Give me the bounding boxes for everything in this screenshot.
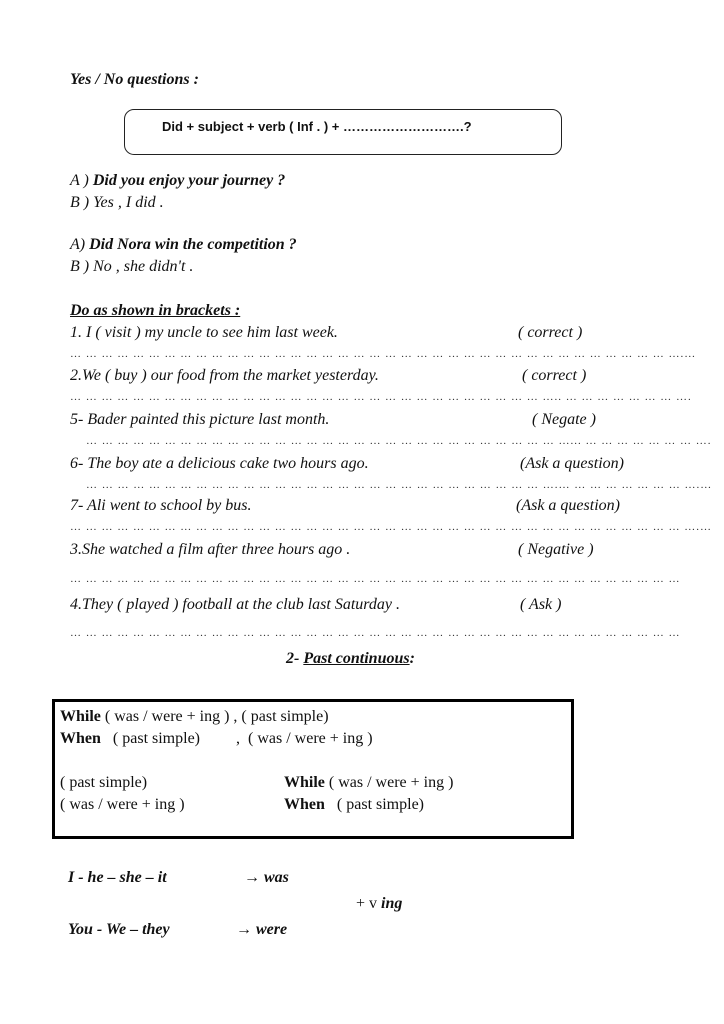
plural-pronouns: You - We – they [68, 921, 170, 938]
exercise-item-6-answer-line: … … … … … … … … … … … … … … … … … … … … … … … … … … … … … … … … … … … … … … … [70, 573, 681, 585]
exercise-item-7-answer-line: … … … … … … … … … … … … … … … … … … … … … … … … … … … … … … … … … … … … … … … [70, 627, 681, 639]
rule-2-text: ( past simple) , ( was / were + ing ) [100, 730, 373, 747]
exercise-item-5-instruction: (Ask a question) [516, 497, 620, 514]
rule-4-keyword: When [284, 796, 325, 813]
plus-v: + v [356, 895, 378, 912]
past-continuous-heading [286, 650, 415, 668]
exercise-item-6-sentence: 3.She watched a film after three hours ago . [70, 541, 351, 558]
exercise-item-2-instruction: ( correct ) [522, 367, 587, 384]
past-continuous-colon: : [409, 650, 415, 667]
rule-4-text: ( past simple) [324, 796, 424, 813]
exercise-item-5-answer-line: … … … … … … … … … … … … … … … … … … … … … … … … … … … … … … … … … … … … … … … ….… [70, 521, 712, 533]
arrow-were: → were [236, 921, 288, 938]
rule-2-keyword: When [60, 730, 101, 747]
plus-verb-ing [356, 895, 402, 913]
rule-3-keyword: While [284, 774, 325, 791]
example-2-question [70, 236, 297, 254]
example-1-answer: B ) Yes , I did . [70, 194, 164, 211]
exercise-item-4-sentence: 6- The boy ate a delicious cake two hours ago. [70, 455, 369, 472]
example-1-prefix: A ) [70, 172, 93, 189]
exercise-item-4-instruction: (Ask a question) [520, 455, 624, 472]
example-1-question [70, 172, 285, 190]
example-2-question-text: Did Nora win the competition ? [89, 236, 297, 253]
exercise-item-3-answer-line: … … … … … … … … … … … … … … … … … … … … … … … … … … … … … … …... … … … … … … … …. [86, 435, 712, 447]
exercise-item-4-answer-line: … … … … … … … … … … … … … … … … … … … … … … … … … … … … … ….… … … … … … … … ….… [86, 479, 713, 491]
rule-1 [60, 708, 329, 726]
arrow-was: → was [244, 869, 289, 886]
rule-1-keyword: While [60, 708, 101, 725]
rule-1-text: ( was / were + ing ) , ( past simple) [100, 708, 329, 725]
exercise-item-6-instruction: ( Negative ) [518, 541, 594, 558]
exercise-item-1-answer-line: … … … … … … … … … … … … … … … … … … … … … … … … … … … … … … … … … … … … … … ….… [70, 348, 697, 360]
exercise-item-1-instruction: ( correct ) [518, 324, 583, 341]
formula-text: Did + subject + verb ( Inf . ) + ……………………….? [162, 119, 472, 134]
exercise-item-3-sentence: 5- Bader painted this picture last month. [70, 411, 330, 428]
exercise-item-1-sentence: 1. I ( visit ) my uncle to see him last week. [70, 324, 338, 341]
example-1-question-text: Did you enjoy your journey ? [92, 172, 286, 189]
exercise-item-7-sentence: 4.They ( played ) football at the club last Saturday . [70, 596, 401, 613]
exercise-item-2-answer-line: … … … … … … … … … … … … … … … … … … … … … … … … … … … … … … ….. … … … … … … … …. [70, 391, 692, 403]
exercise-item-3-instruction: ( Negate ) [532, 411, 596, 428]
rule-3-right [284, 774, 453, 792]
exercise-title: Do as shown in brackets : [70, 302, 241, 319]
exercise-item-7-instruction: ( Ask ) [520, 596, 562, 613]
singular-pronouns: I - he – she – it [68, 869, 167, 886]
rule-2 [60, 730, 373, 748]
past-continuous-number: 2- [286, 650, 304, 667]
example-2-prefix: A) [70, 236, 90, 253]
example-2-answer: B ) No , she didn't . [70, 258, 194, 275]
yes-no-title: Yes / No questions : [70, 71, 199, 88]
rule-4-left: ( was / were + ing ) [60, 796, 185, 813]
exercise-item-2-sentence: 2.We ( buy ) our food from the market yesterday. [70, 367, 379, 384]
exercise-item-5-sentence: 7- Ali went to school by bus. [70, 497, 252, 514]
rule-3-text: ( was / were + ing ) [324, 774, 454, 791]
past-continuous-title: Past continuous [303, 650, 410, 667]
rule-3-left: ( past simple) [60, 774, 148, 791]
rule-4-right [284, 796, 424, 814]
ing-suffix: ing [377, 895, 403, 912]
